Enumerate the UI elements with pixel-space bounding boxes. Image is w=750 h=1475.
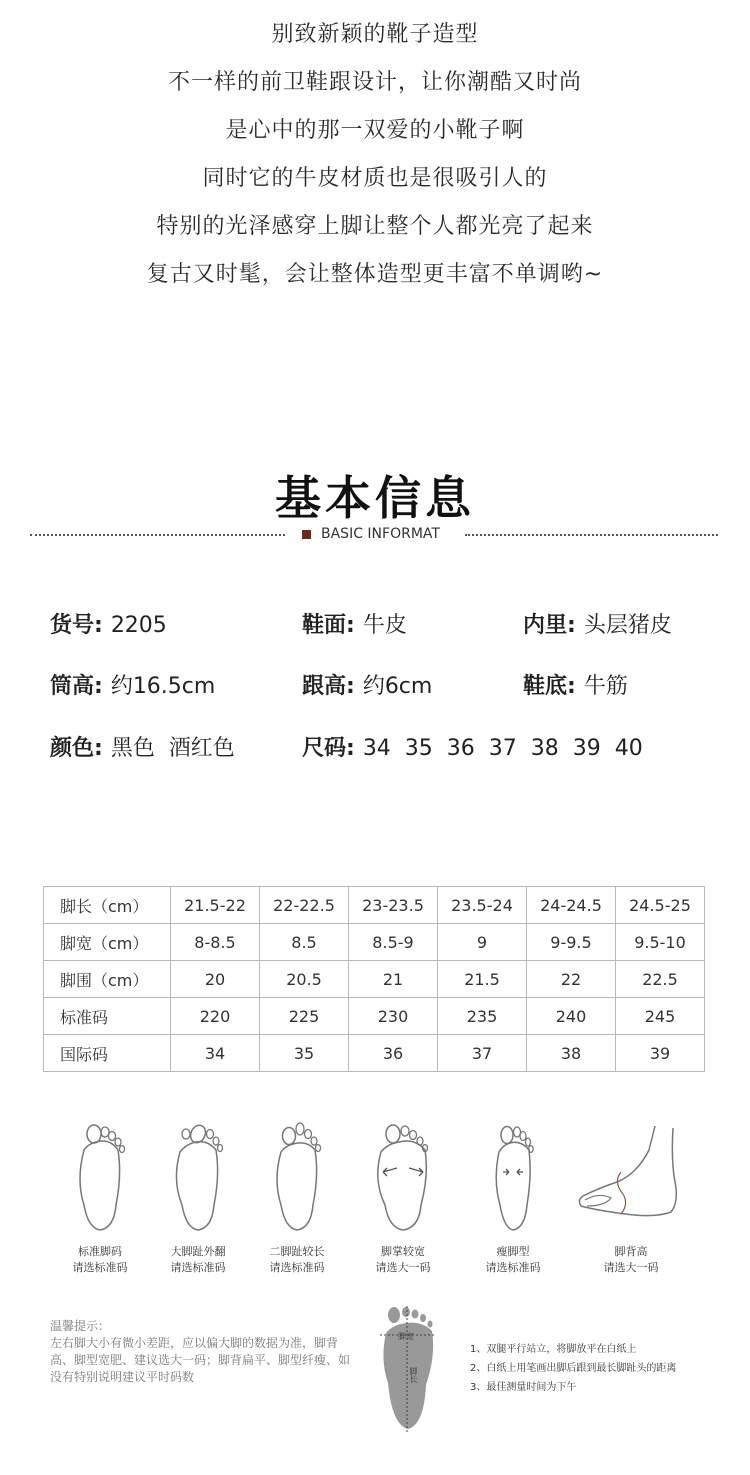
row-header: 标准码 — [44, 998, 171, 1035]
table-cell: 22.5 — [616, 961, 705, 998]
measure-step: 3、最佳测量时间为下午 — [470, 1382, 577, 1393]
tips-title: 温馨提示： — [50, 1319, 111, 1333]
info-upper — [302, 608, 407, 639]
table-cell: 35 — [260, 1035, 349, 1072]
foot-outline-icon — [485, 1120, 541, 1238]
intro-line: 别致新颖的靴子造型 — [271, 22, 479, 47]
foot-side-icon — [575, 1120, 687, 1238]
info-value: 牛皮 — [362, 613, 407, 638]
info-size — [302, 731, 643, 762]
intro-line: 同时它的牛皮材质也是很吸引人的 — [202, 166, 548, 191]
intro-line: 特别的光泽感穿上脚让整个人都光亮了起来 — [156, 214, 594, 239]
info-heel-height — [302, 669, 432, 700]
table-cell: 235 — [438, 998, 527, 1035]
table-cell: 22-22.5 — [260, 887, 349, 924]
table-cell: 9-9.5 — [527, 924, 616, 961]
table-cell: 34 — [171, 1035, 260, 1072]
row-header: 脚围（cm） — [44, 961, 171, 998]
table-cell: 225 — [260, 998, 349, 1035]
foot-length-label: 脚长 — [409, 1367, 418, 1383]
foot-outline-icon — [168, 1120, 228, 1238]
section-subtitle-text: BASIC INFORMAT — [321, 526, 440, 542]
footprint-measure-diagram — [378, 1305, 444, 1439]
table-cell: 36 — [349, 1035, 438, 1072]
square-bullet-icon — [302, 530, 311, 539]
measure-steps — [470, 1340, 676, 1397]
table-cell: 230 — [349, 998, 438, 1035]
section-subtitle — [302, 526, 440, 542]
table-cell: 9.5-10 — [616, 924, 705, 961]
intro-line: 复古又时髦，会让整体造型更丰富不单调哟~ — [146, 262, 604, 287]
info-value: 黑色 酒红色 — [110, 736, 235, 761]
foot-type-standard — [55, 1120, 145, 1276]
table-cell: 20.5 — [260, 961, 349, 998]
info-item-no — [50, 608, 167, 639]
measure-step: 2、白纸上用笔画出脚后跟到最长脚趾头的距离 — [470, 1363, 677, 1374]
row-header: 国际码 — [44, 1035, 171, 1072]
foot-width-label: 脚宽 — [398, 1332, 414, 1341]
table-cell: 23.5-24 — [438, 887, 527, 924]
table-cell: 37 — [438, 1035, 527, 1072]
dotted-divider-right — [465, 534, 718, 536]
row-header: 脚长（cm） — [44, 887, 171, 924]
table-cell: 24.5-25 — [616, 887, 705, 924]
info-value: 34 35 36 37 38 39 40 — [362, 736, 643, 761]
table-cell: 21.5-22 — [171, 887, 260, 924]
info-label: 货号: — [50, 613, 103, 638]
info-label: 鞋底: — [523, 674, 576, 699]
info-lining — [523, 608, 672, 639]
table-cell: 21.5 — [438, 961, 527, 998]
table-cell: 9 — [438, 924, 527, 961]
tips-body: 左右脚大小有微小差距，应以偏大脚的数据为准，脚背高、脚型宽肥、建议选大一码；脚背扁平、脚型纤瘦、如没有特别说明建议平时码数 — [50, 1336, 351, 1384]
info-label: 筒高: — [50, 674, 103, 699]
table-cell: 240 — [527, 998, 616, 1035]
foot-type-advice: 请选大一码 — [603, 1261, 659, 1274]
info-label: 尺码: — [302, 736, 355, 761]
foot-type-name: 脚掌较宽 — [381, 1245, 425, 1258]
foot-outline-icon — [70, 1120, 130, 1238]
table-cell: 38 — [527, 1035, 616, 1072]
foot-type-name: 大脚趾外翻 — [170, 1245, 226, 1258]
table-row — [44, 887, 705, 924]
foot-type-long-second-toe — [252, 1120, 342, 1276]
foot-type-advice: 请选标准码 — [170, 1261, 226, 1274]
info-value: 约16.5cm — [110, 674, 216, 699]
measure-step: 1、双腿平行站立，将脚放平在白纸上 — [470, 1344, 637, 1355]
info-label: 鞋面: — [302, 613, 355, 638]
table-cell: 39 — [616, 1035, 705, 1072]
intro-line: 是心中的那一双爱的小靴子啊 — [225, 118, 525, 143]
info-sole — [523, 669, 628, 700]
intro-line: 不一样的前卫鞋跟设计，让你潮酷又时尚 — [167, 70, 582, 95]
table-row — [44, 998, 705, 1035]
info-shaft-height — [50, 669, 215, 700]
table-cell: 21 — [349, 961, 438, 998]
foot-type-bunion — [153, 1120, 243, 1276]
table-row — [44, 961, 705, 998]
table-cell: 8.5-9 — [349, 924, 438, 961]
info-color — [50, 731, 235, 762]
table-cell: 20 — [171, 961, 260, 998]
foot-type-name: 瘦脚型 — [496, 1245, 530, 1258]
foot-type-wide — [358, 1120, 448, 1276]
foot-type-name: 脚背高 — [614, 1245, 648, 1258]
section-title: 基本信息 — [275, 471, 475, 525]
foot-type-narrow — [468, 1120, 558, 1276]
foot-type-advice: 请选标准码 — [72, 1261, 128, 1274]
table-cell: 24-24.5 — [527, 887, 616, 924]
foot-type-advice: 请选标准码 — [269, 1261, 325, 1274]
foot-type-advice: 请选标准码 — [485, 1261, 541, 1274]
info-value: 2205 — [110, 613, 167, 638]
foot-type-high-instep — [575, 1120, 687, 1276]
foot-outline-icon — [371, 1120, 435, 1238]
table-cell: 23-23.5 — [349, 887, 438, 924]
dotted-divider-left — [30, 534, 285, 536]
table-cell: 245 — [616, 998, 705, 1035]
info-label: 内里: — [523, 613, 576, 638]
info-label: 颜色: — [50, 736, 103, 761]
tips-block — [50, 1318, 350, 1386]
foot-type-name: 标准脚码 — [78, 1245, 122, 1258]
size-table — [43, 886, 705, 1072]
row-header: 脚宽（cm） — [44, 924, 171, 961]
foot-type-advice: 请选大一码 — [375, 1261, 431, 1274]
foot-type-name: 二脚趾较长 — [269, 1245, 325, 1258]
info-value: 牛筋 — [583, 674, 628, 699]
table-cell: 8-8.5 — [171, 924, 260, 961]
table-row — [44, 1035, 705, 1072]
table-cell: 8.5 — [260, 924, 349, 961]
table-cell: 22 — [527, 961, 616, 998]
table-cell: 220 — [171, 998, 260, 1035]
info-label: 跟高: — [302, 674, 355, 699]
table-row — [44, 924, 705, 961]
info-value: 头层猪皮 — [583, 613, 672, 638]
foot-outline-icon — [267, 1120, 327, 1238]
info-value: 约6cm — [362, 674, 433, 699]
